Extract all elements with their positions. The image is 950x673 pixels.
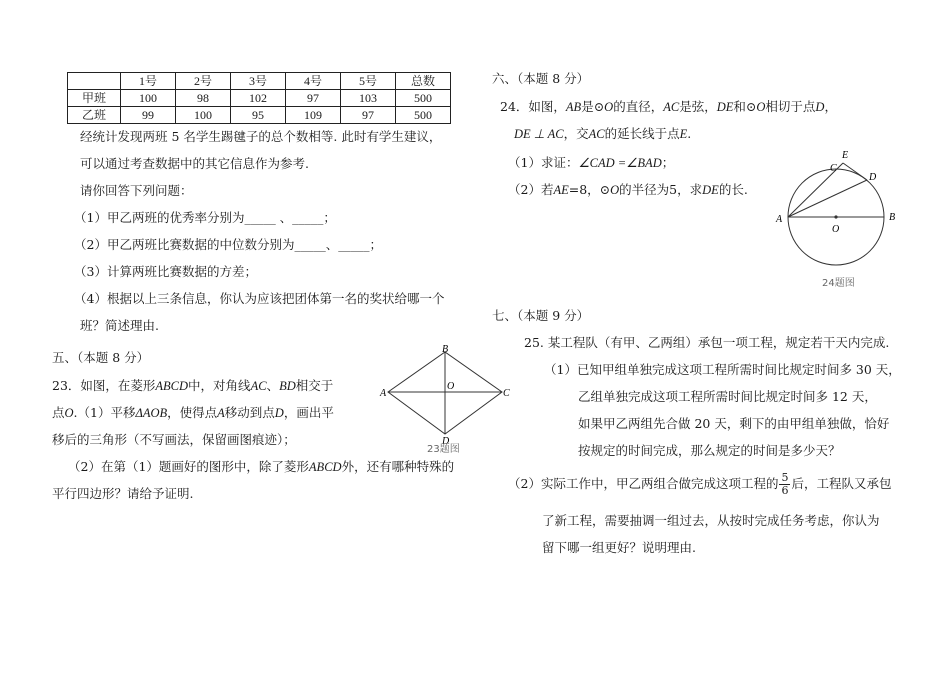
q25-part2-line1 [508,469,891,499]
q23-text: 、 [266,378,280,393]
section7-heading: 七、（本题 9 分） [492,308,590,323]
q24-text: 是⊙ [581,99,605,114]
q25-text: （2）实际工作中，甲乙两组合做完成这项工程的 [508,476,779,491]
label-c: C [830,163,837,174]
q24-math: DE [716,100,734,114]
q23-line4 [68,458,454,476]
fraction-numerator: 5 [781,471,789,484]
label-d: D [442,436,450,447]
q22-part4-line1: （4）根据以上三条信息，你认为应该把团体第一名的奖状给哪一个 [74,291,445,306]
fraction [779,472,790,497]
label-c: C [503,388,510,399]
q25-part1-line4: 按规定的时间完成，那么规定的时间是多少天？ [578,443,841,458]
q24-math: AB [565,100,582,114]
q22-line3: 请你回答下列问题： [80,183,193,198]
q25-part2-line2: 了新工程，需要抽调一组过去，从按时完成任务考虑，你认为 [542,513,880,528]
table-cell: 97 [341,107,396,124]
q25-part2-line3: 留下哪一组更好？说明理由. [542,540,696,555]
q24-text: =8，⊙ [568,182,611,197]
table-cell: 99 [121,107,176,124]
q25-text: 后，工程队又承包 [791,476,892,491]
q24-text: 的半径为5，求 [619,182,703,197]
q22-part2: （2）甲乙两班比赛数据的中位数分别为_____、_____； [74,237,382,252]
q24-math: ∠CAD =∠BAD [578,156,662,170]
table-row [68,90,451,107]
q24-text: 的延长线于点 [604,126,680,141]
q24-line2 [514,125,691,143]
q23-math: ABCD [308,460,342,474]
q23-line1 [52,377,333,395]
table-header-cell: 5号 [341,73,396,90]
q24-math: D [815,100,825,114]
q23-text: 外，还有哪种特殊的 [341,459,455,474]
q24-text: ，交 [563,126,589,141]
table-cell: 500 [396,107,451,124]
q23-text: 移动到点 [224,405,275,420]
label-e: E [842,150,849,161]
q23-text: 23．如图，在菱形 [52,378,156,393]
q23-math: O [64,406,74,420]
q25-part1-line2: 乙组单独完成这项工程所需时间比规定时间多 12 天， [578,389,877,404]
table-cell: 103 [341,90,396,107]
q23-text: 点 [52,405,65,420]
q23-text: ，画出平 [283,405,334,420]
table-cell: 100 [121,90,176,107]
label-o: O [447,381,455,392]
table-cell: 500 [396,90,451,107]
center-dot [834,215,837,218]
q22-line1: 经统计发现两班 5 名学生踢毽子的总个数相等. 此时有学生建议， [80,129,442,144]
table-header-cell [68,73,121,90]
q23-text: ，使得点 [167,405,218,420]
q24-math: AC [663,100,680,114]
q23-text: 中，对角线 [188,378,251,393]
table-header-cell: 总数 [396,73,451,90]
q24-math: E [679,127,688,141]
table-header-row [68,73,451,90]
q24-math: AC [588,127,605,141]
circle-figure [774,146,906,276]
section6-heading: 六、（本题 8 分） [492,71,590,86]
q22-part1: （1）甲乙两班的优秀率分别为_____ 、_____； [74,210,336,225]
table-header-cell: 3号 [231,73,286,90]
figure23-caption: 23题图 [427,444,460,455]
q23-math: D [274,406,284,420]
figure24-caption: 24题图 [822,278,855,289]
label-b: B [442,344,449,355]
q24-text: ； [661,155,675,170]
q24-math: AE [553,183,569,197]
q24-text: ， [824,99,837,114]
table-cell: 102 [231,90,286,107]
q25-line1: 25. 某工程队（有甲、乙两组）承包一项工程，规定若干天内完成. [524,335,890,350]
q24-math: DE [702,183,719,197]
table-cell: 甲班 [68,90,121,107]
table-cell: 100 [176,107,231,124]
section5-heading: 五、（本题 8 分） [52,350,150,365]
q24-math: DE ⊥ AC [514,127,564,141]
label-a: A [380,388,387,399]
table-cell: 乙班 [68,107,121,124]
table-row [68,107,451,124]
q25-part1-line1: （1）已知甲组单独完成这项工程所需时间比规定时间多 30 天， [544,362,901,377]
q24-text: （1）求证： [508,155,579,170]
q22-part3: （3）计算两班比赛数据的方差； [74,264,257,279]
q23-text: .（1）平移 [73,405,136,420]
table-cell: 95 [231,107,286,124]
q24-text: 相切于点 [765,99,816,114]
fraction-denominator: 6 [781,484,789,497]
label-d: D [869,172,877,183]
q24-part2 [508,181,748,199]
q23-line3: 移后的三角形（不写画法，保留画图痕迹）； [52,432,296,447]
label-a: A [776,214,783,225]
q24-text: 是弦， [679,99,717,114]
q23-text: （2）在第（1）题画好的图形中，除了菱形 [68,459,309,474]
label-b: B [889,212,896,223]
table-cell: 97 [286,90,341,107]
q25-part1-line3: 如果甲乙两组先合做 20 天，剩下的由甲组单独做，恰好 [578,416,890,431]
q24-text: 24．如图， [500,99,566,114]
q23-math: A [217,406,225,420]
q23-line5: 平行四边形？请给予证明. [52,486,194,501]
q24-text: （2）若 [508,182,554,197]
q23-math: ABCD [155,379,189,393]
table-cell: 109 [286,107,341,124]
q24-part1 [508,154,674,172]
q24-line1 [500,98,837,116]
label-o: O [832,224,840,235]
q24-text: . [687,126,692,141]
tangent-de [843,163,867,180]
q23-text: 相交于 [295,378,334,393]
q24-text: 的直径， [613,99,664,114]
q24-math: O [610,183,620,197]
q23-math: BD [279,379,296,393]
q23-line2 [52,404,334,422]
q22-part4-line2: 班？简述理由. [80,318,159,333]
q24-math: O [756,100,766,114]
q24-text: 和⊙ [733,99,757,114]
table-cell: 98 [176,90,231,107]
q23-math: AC [250,379,267,393]
q23-math: ΔAOB [135,406,168,420]
score-table [67,72,451,124]
table-header-cell: 2号 [176,73,231,90]
q24-math: O [604,100,614,114]
q24-text: 的长. [718,182,748,197]
q22-line2: 可以通过考查数据中的其它信息作为参考. [80,156,309,171]
table-header-cell: 4号 [286,73,341,90]
table-header-cell: 1号 [121,73,176,90]
